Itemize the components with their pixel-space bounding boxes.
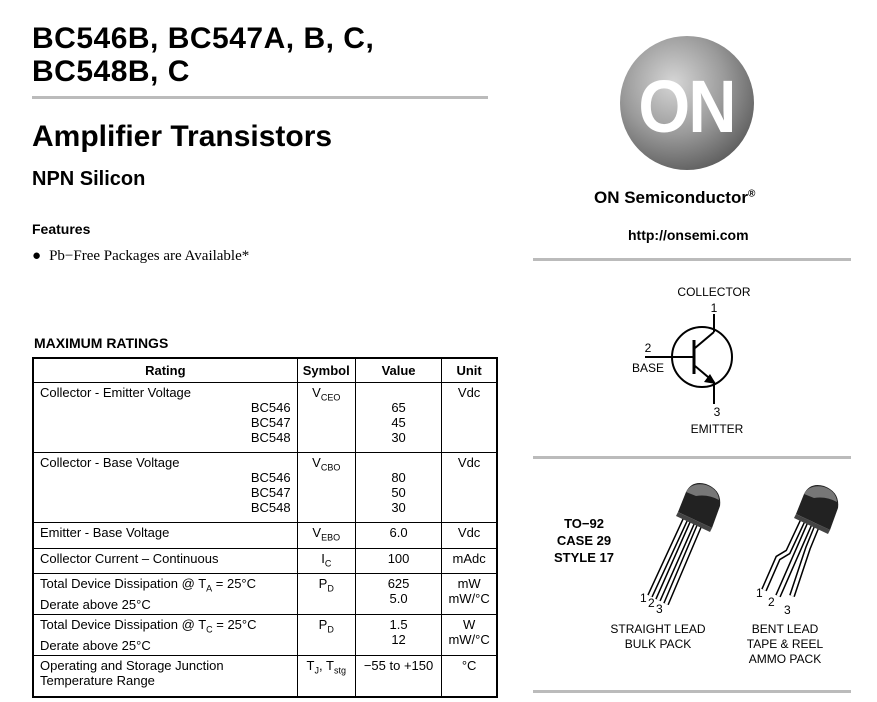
- device-label: BC547: [250, 485, 291, 500]
- device-label: BC546: [250, 470, 291, 485]
- table-row: [33, 656, 497, 697]
- pin-1: 1: [756, 586, 763, 600]
- device-label: BC546: [250, 400, 291, 415]
- rating-cell: Emitter - Base Voltage: [33, 523, 297, 549]
- features-heading: Features: [32, 221, 91, 237]
- title-line-2: BC548B, C: [32, 55, 190, 88]
- unit-cell: Vdc: [442, 453, 497, 523]
- column-header: Rating: [33, 358, 297, 383]
- table-header-row: [33, 358, 497, 383]
- on-logo-icon: [619, 35, 755, 171]
- product-heading: Amplifier Transistors: [32, 120, 333, 153]
- emitter-pin: 3: [713, 405, 721, 419]
- ratings-table: [32, 357, 498, 698]
- bent-lead-package-icon: [748, 478, 858, 618]
- pin-3: 3: [656, 602, 663, 616]
- table-row: [33, 615, 497, 656]
- feature-text: Pb−Free Packages are Available*: [49, 248, 250, 264]
- table-row: [33, 523, 497, 549]
- bent-lead-caption: BENT LEAD TAPE & REEL AMMO PACK: [746, 622, 824, 666]
- website-link[interactable]: http://onsemi.com: [628, 227, 749, 243]
- pin-1: 1: [640, 591, 647, 605]
- device-label: BC547: [250, 415, 291, 430]
- divider: [533, 456, 851, 459]
- unit-cell: mW mW/°C: [442, 574, 497, 615]
- value-cell: 80 50 30: [355, 453, 441, 523]
- value-cell: −55 to +150: [355, 656, 441, 697]
- rating-cell: [33, 453, 297, 523]
- unit-cell: Vdc: [442, 523, 497, 549]
- rating-cell: Operating and Storage Junction Temperature Range: [33, 656, 297, 697]
- device-label: BC548: [250, 430, 291, 445]
- base-label: BASE: [631, 361, 665, 375]
- document-title: [32, 22, 374, 88]
- rating-cell: Total Device Dissipation @ $T_A = 25^\circ C$ Derate above 25°C: [33, 574, 297, 615]
- symbol-cell: $T_J$, $T_{stg}$: [297, 656, 355, 697]
- title-line-1: BC546B, BC547A, B, C,: [32, 22, 375, 55]
- table-row: [33, 383, 497, 453]
- column-header: Unit: [442, 358, 497, 383]
- collector-pin: 1: [710, 301, 718, 315]
- bullet-icon: ●: [32, 248, 42, 264]
- symbol-cell: $P_D$: [297, 574, 355, 615]
- symbol-cell: $I_C$: [297, 548, 355, 574]
- brand-name: ON Semiconductor®: [594, 188, 756, 207]
- table-row: [33, 453, 497, 523]
- rating-text: Collector - Base Voltage: [40, 455, 180, 470]
- base-pin: 2: [644, 341, 652, 355]
- symbol-cell: $V_{CEO}$: [297, 383, 355, 453]
- logo-text: ON: [638, 64, 735, 148]
- product-subheading: NPN Silicon: [32, 168, 146, 190]
- symbol-cell: $P_D$: [297, 615, 355, 656]
- symbol-cell: $V_{EBO}$: [297, 523, 355, 549]
- pin-2: 2: [768, 595, 775, 609]
- unit-cell: mAdc: [442, 548, 497, 574]
- symbol-cell: $V_{CBO}$: [297, 453, 355, 523]
- value-cell: 625 5.0: [355, 574, 441, 615]
- value-cell: 65 45 30: [355, 383, 441, 453]
- rating-cell: Total Device Dissipation @ $T_C = 25^\circ C$ Derate above 25°C: [33, 615, 297, 656]
- device-label: BC548: [250, 500, 291, 515]
- value-cell: 100: [355, 548, 441, 574]
- pin-3: 3: [784, 603, 791, 617]
- emitter-label: EMITTER: [690, 422, 744, 436]
- divider: [533, 258, 851, 261]
- unit-cell: W mW/°C: [442, 615, 497, 656]
- unit-cell: °C: [442, 656, 497, 697]
- column-header: Value: [355, 358, 441, 383]
- collector-label: COLLECTOR: [677, 285, 751, 299]
- pin-2: 2: [648, 596, 655, 610]
- feature-item: [32, 248, 249, 265]
- unit-cell: Vdc: [442, 383, 497, 453]
- package-label: TO−92 CASE 29 STYLE 17: [554, 516, 614, 565]
- value-cell: 6.0: [355, 523, 441, 549]
- ratings-heading: MAXIMUM RATINGS: [34, 335, 169, 351]
- straight-lead-package-icon: [626, 478, 736, 618]
- rating-text: Collector - Emitter Voltage: [40, 385, 192, 400]
- title-divider: [32, 96, 488, 99]
- table-row: [33, 574, 497, 615]
- divider: [533, 690, 851, 693]
- rating-cell: [33, 383, 297, 453]
- column-header: Symbol: [297, 358, 355, 383]
- straight-lead-caption: STRAIGHT LEAD BULK PACK: [610, 622, 706, 651]
- value-cell: 1.5 12: [355, 615, 441, 656]
- npn-transistor-schematic-icon: [610, 280, 770, 440]
- rating-cell: Collector Current – Continuous: [33, 548, 297, 574]
- table-row: [33, 548, 497, 574]
